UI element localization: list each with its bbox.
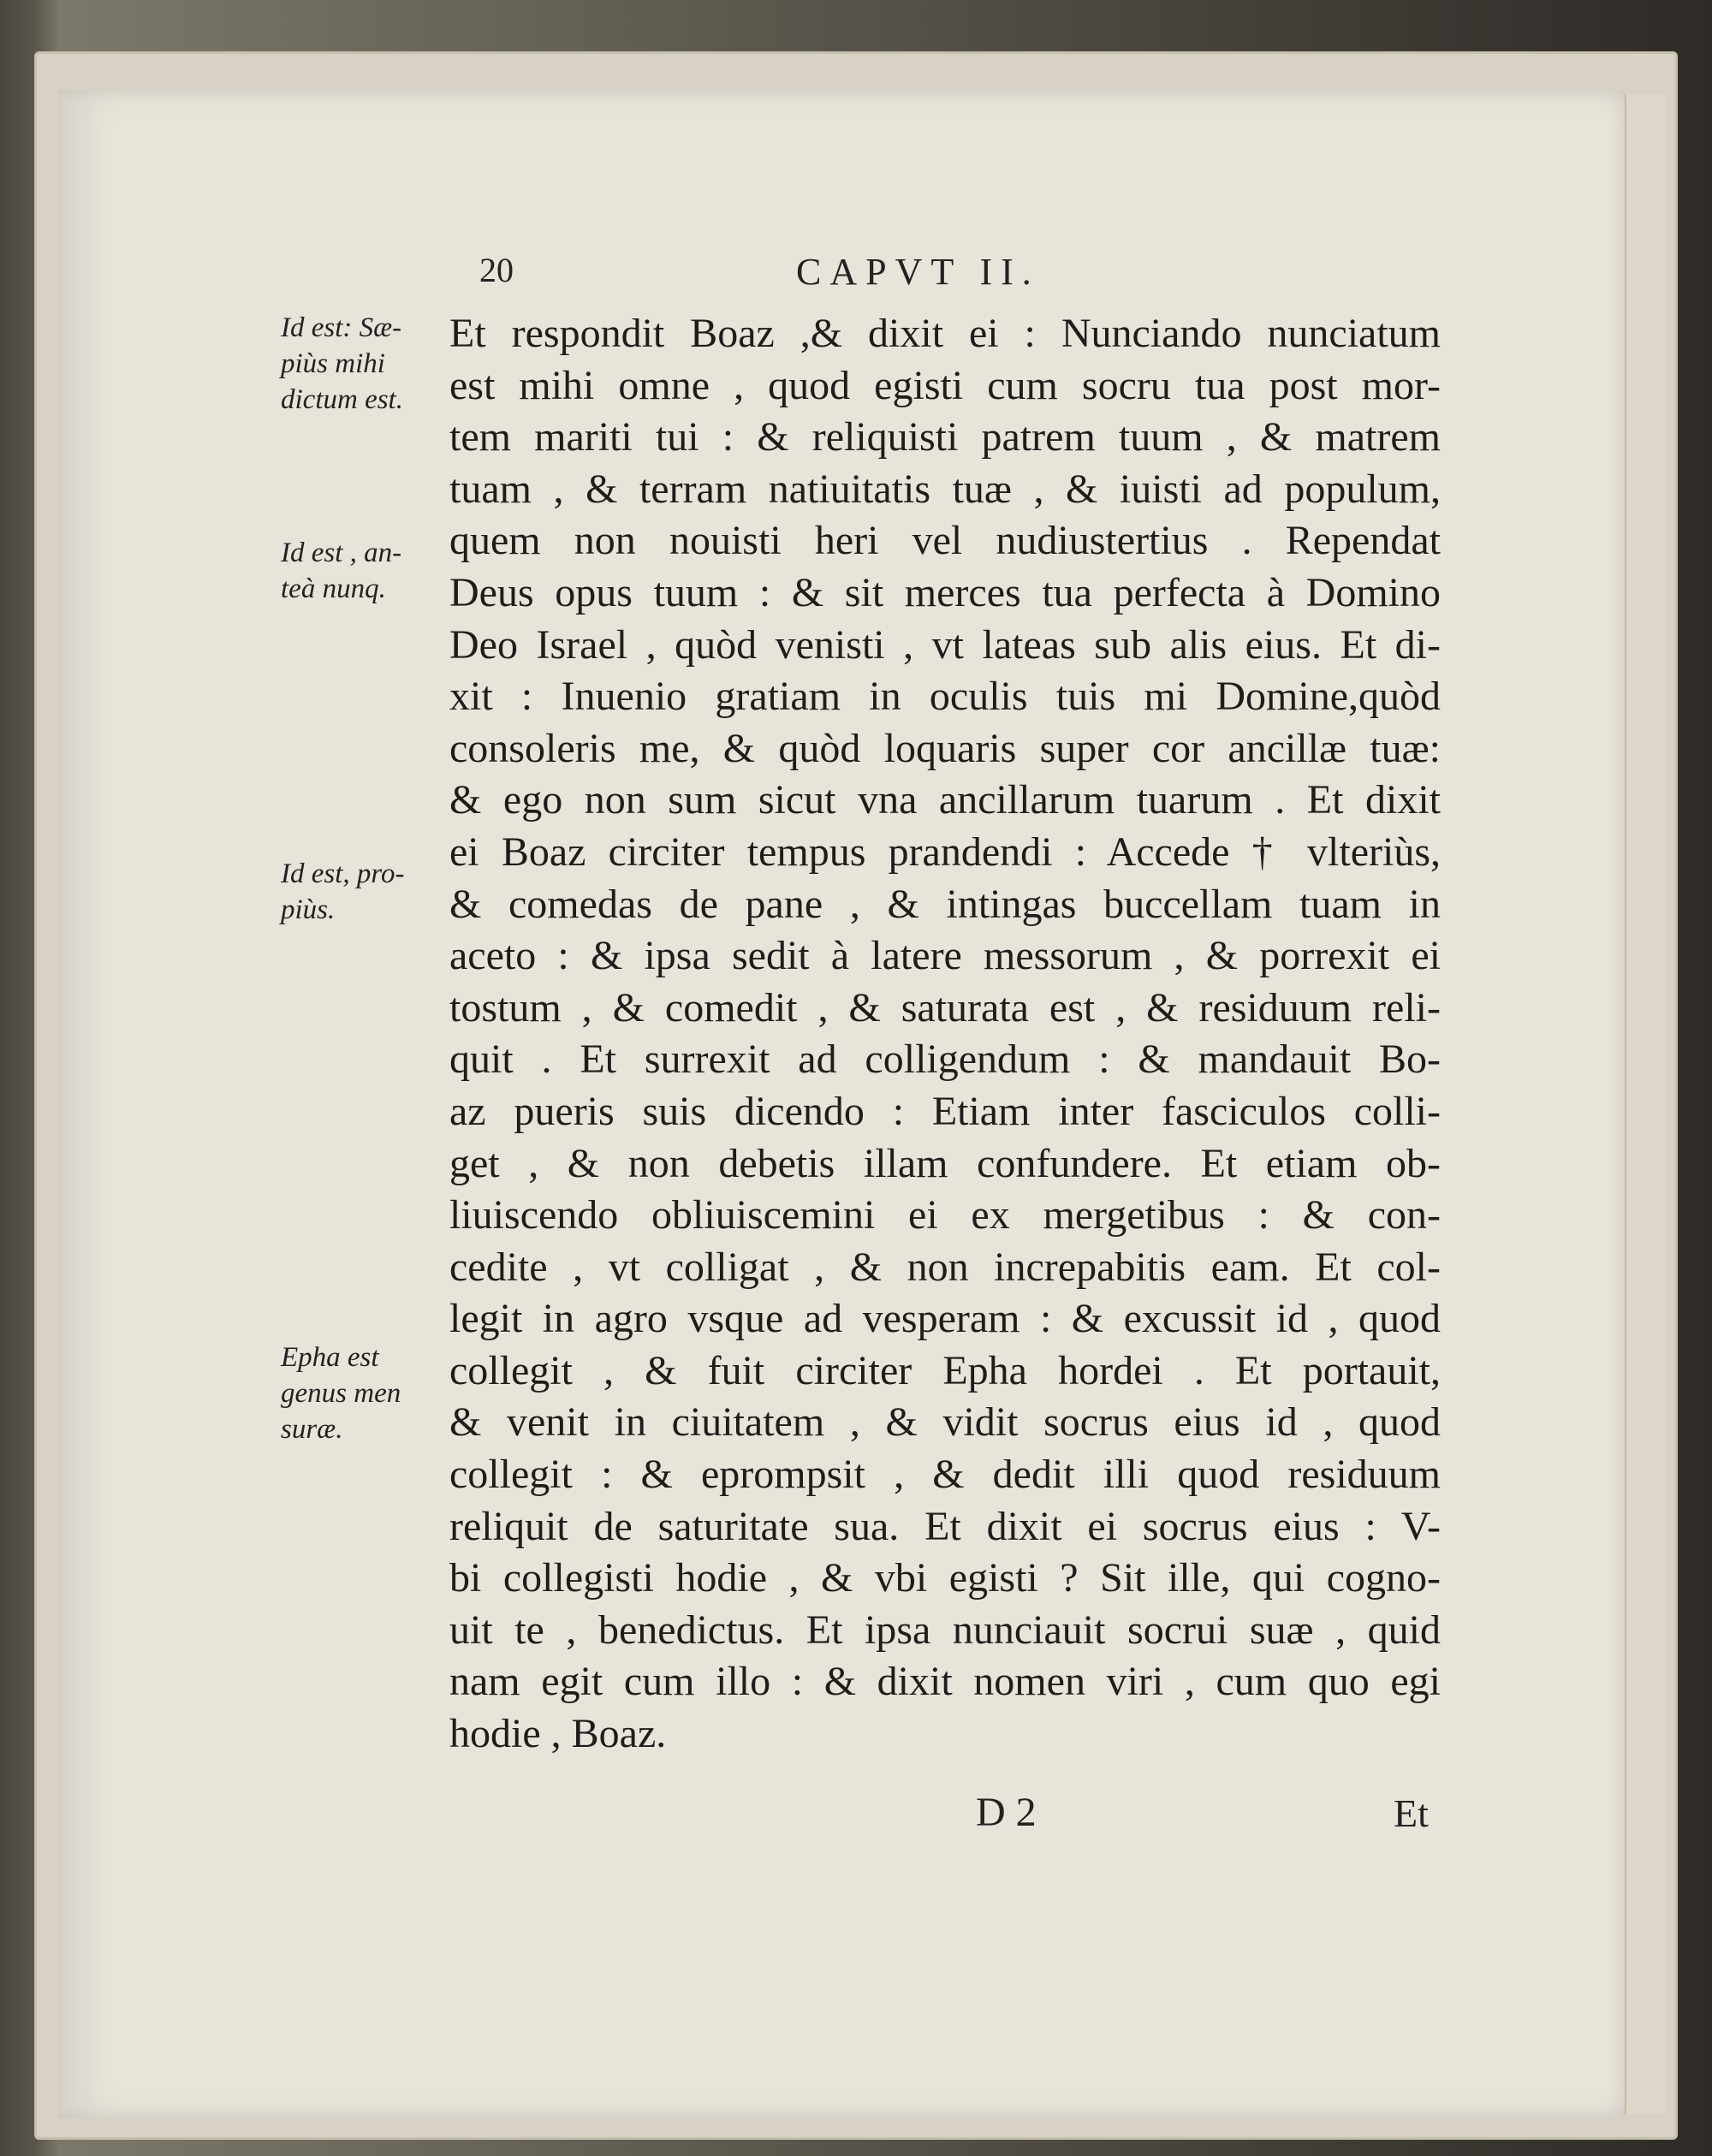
text-line: tostum , & comedit , & saturata est , & residuum reli- xyxy=(449,984,1441,1030)
text-line: Deo Israel , quòd venisti , vt lateas sub alis eius. Et di- xyxy=(449,621,1441,668)
margin-note-line: teà nunq. xyxy=(281,573,386,604)
body-text xyxy=(449,308,1441,1761)
text-line: hodie , Boaz. xyxy=(449,1711,667,1757)
margin-note xyxy=(281,1339,465,1447)
text-line: collegit , & fuit circiter Epha hordei . Et portauit, xyxy=(449,1347,1441,1393)
text-line: legit in agro vsque ad vesperam : & excussit id , quod xyxy=(449,1296,1441,1342)
text-line: collegit : & eprompsit , & dedit illi quod residuum xyxy=(449,1452,1441,1498)
text-line: tuam , & terram natiuitatis tuæ , & iuisti ad populum, xyxy=(449,466,1441,512)
text-line: & venit in ciuitatem , & vidit socrus eius id , quod xyxy=(449,1399,1441,1446)
running-head xyxy=(0,250,1712,310)
margin-note xyxy=(281,310,465,418)
text-line: quem non nouisti heri vel nudiustertius . Rependat xyxy=(449,518,1441,564)
margin-note-line: suræ. xyxy=(281,1414,343,1445)
text-line: cedite , vt colligat , & non increpabitis eam. Et col- xyxy=(449,1244,1441,1290)
text-line: az pueris suis dicendo : Etiam inter fasciculos colli- xyxy=(449,1088,1441,1134)
text-line: reliquit de saturitate sua. Et dixit ei socrus eius : V- xyxy=(449,1503,1441,1549)
margin-note-line: piùs. xyxy=(281,894,336,925)
text-line: Et respondit Boaz ,& dixit ei : Nunciando nunciatum xyxy=(449,311,1441,356)
margin-note-line: Epha est xyxy=(281,1342,379,1373)
text-line: est mihi omne , quod egisti cum socru tua post mor- xyxy=(449,362,1441,408)
margin-note-line: Id est: Sæ- xyxy=(281,312,402,343)
text-line: liuiscendo obliuiscemini ei ex mergetibus : & con- xyxy=(449,1192,1441,1238)
margin-note-line: piùs mihi xyxy=(281,348,385,379)
text-line: aceto : & ipsa sedit à latere messorum , & porrexit ei xyxy=(449,933,1441,979)
text-line: get , & non debetis illam confundere. Et etiam ob- xyxy=(449,1140,1441,1186)
margin-note xyxy=(281,856,465,928)
text-line: & comedas de pane , & intingas buccellam tuam in xyxy=(449,881,1441,927)
text-line: ei Boaz circiter tempus prandendi : Accede † vlteriùs, xyxy=(449,829,1441,875)
facing-page-edge xyxy=(1625,94,1665,2114)
margin-note-line: Id est, pro- xyxy=(281,858,405,889)
margin-note-line: dictum est. xyxy=(281,384,403,415)
text-line: consoleris me, & quòd loquaris super cor ancillæ tuæ: xyxy=(449,725,1441,771)
text-line: nam egit cum illo : & dixit nomen viri , cum quo egi xyxy=(449,1659,1441,1705)
text-line: uit te , benedictus. Et ipsa nunciauit socrui suæ , quid xyxy=(449,1607,1441,1653)
text-line: & ego non sum sicut vna ancillarum tuarum . Et dixit xyxy=(449,777,1441,823)
text-line: tem mariti tui : & reliquisti patrem tuum , & matrem xyxy=(449,414,1441,460)
margin-note xyxy=(281,535,465,607)
margin-note-line: genus men xyxy=(281,1378,401,1409)
catchword: Et xyxy=(1394,1791,1429,1835)
text-line: xit : Inuenio gratiam in oculis tuis mi Domine,quòd xyxy=(449,674,1441,720)
margin-note-line: Id est , an- xyxy=(281,538,402,568)
chapter-title: CAPVT II. xyxy=(796,251,1040,293)
text-line: bi collegisti hodie , & vbi egisti ? Sit ille, qui cogno- xyxy=(449,1555,1441,1601)
signature-mark: D 2 xyxy=(976,1790,1037,1835)
page-number: 20 xyxy=(479,251,514,289)
text-line: Deus opus tuum : & sit merces tua perfecta à Domino xyxy=(449,569,1441,615)
text-line: quit . Et surrexit ad colligendum : & mandauit Bo- xyxy=(449,1036,1441,1083)
